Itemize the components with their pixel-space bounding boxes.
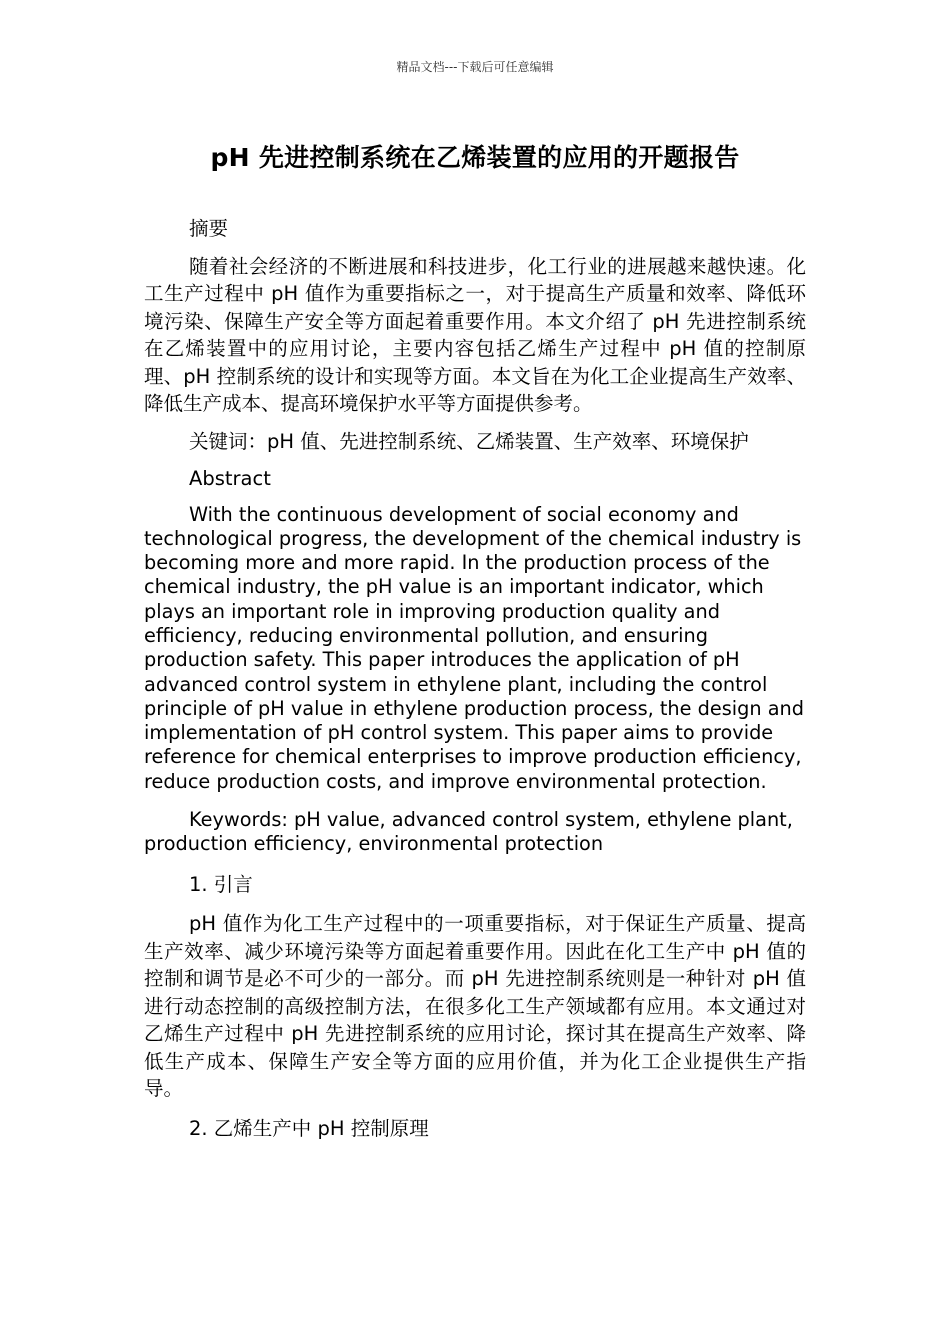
abstract-cn-body: 随着社会经济的不断进展和科技进步，化工行业的进展越来越快速。化工生产过程中 pH 值作为重要指标之一，对于提高生产质量和效率、降低环境污染、保障生产安全等方面起着重要作用。本文介绍了 pH 先进控制系统在乙烯装置中的应用讨论，主要内容包括乙烯生产过程中 pH 值的控制原理、pH 控制系统的设计和实现等方面。本文旨在为化工企业提高生产效率、降低生产成本、提高环境保护水平等方面提供参考。 xyxy=(144,254,806,415)
section-1-body: pH 值作为化工生产过程中的一项重要指标，对于保证生产质量、提高生产效率、减少环境污染等方面起着重要作用。因此在化工生产中 pH 值的控制和调节是必不可少的一部分。而 pH 先进控制系统则是一种针对 pH 值进行动态控制的高级控制方法，在很多化工生产领域都有应用。本文通过对乙烯生产过程中 pH 先进控制系统的应用讨论，探讨其在提高生产效率、降低生产成本、保障生产安全等方面的应用价值，并为化工企业提供生产指导。 xyxy=(144,912,806,1101)
abstract-en-heading: Abstract xyxy=(189,467,271,490)
section-1-heading: 1. 引言 xyxy=(189,872,253,896)
document-body xyxy=(144,215,806,1142)
abstract-cn-heading: 摘要 xyxy=(189,217,229,240)
abstract-en-keywords: Keywords: pH value, advanced control system, ethylene plant, production efficiency, environmental protection xyxy=(144,808,793,856)
document-title: pH 先进控制系统在乙烯装置的应用的开题报告 xyxy=(210,143,740,172)
header-note: 精品文档---下载后可任意编辑 xyxy=(396,60,554,74)
abstract-cn-keywords: 关键词：pH 值、先进控制系统、乙烯装置、生产效率、环境保护 xyxy=(189,429,749,453)
section-2-heading: 2. 乙烯生产中 pH 控制原理 xyxy=(189,1116,429,1140)
abstract-en-body: With the continuous development of social economy and technological progress, the development of the chemical industry is becoming more and more rapid. In the production process of the chemical industry, the pH value is an important indicator, which plays an important role in improving production quality and efficiency, reducing environmental pollution, and ensuring production safety. This paper introduces the application of pH advanced control system in ethylene plant, including the control principle of pH value in ethylene production process, the design and implementation of pH control system. This paper aims to provide reference for chemical enterprises to improve production efficiency, reduce production costs, and improve environmental protection. xyxy=(144,502,805,793)
